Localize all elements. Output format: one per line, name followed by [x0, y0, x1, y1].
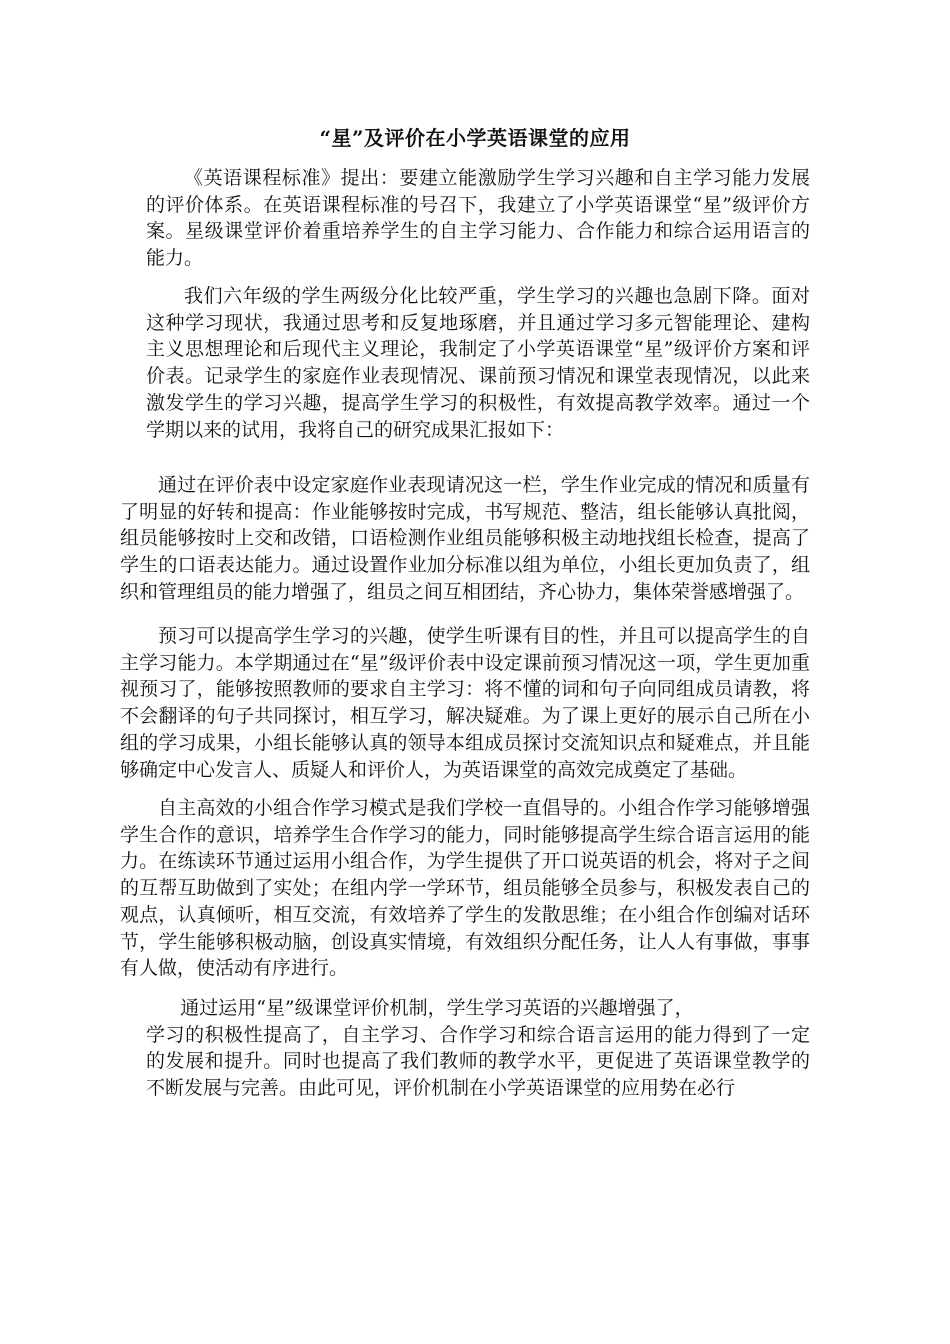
paragraph-student-situation: 我们六年级的学生两级分化比较严重，学生学习的兴趣也急剧下降。面对这种学习现状，我通过思考和反复地琢磨，并且通过学习多元智能理论、建构主义思想理论和后现代主义理论，我制定了小学英语课堂“星”级评价方案和评价表。记录学生的家庭作业表现情况、课前预习情况和课堂表现情况，以此来激发学生的学习兴趣，提高学生学习的积极性，有效提高教学效率。通过一个学期以来的试用，我将自己的研究成果汇报如下：: [146, 285, 810, 441]
conclusion-first-line: 通过运用“星”级课堂评价机制，学生学习英语的兴趣增强了，: [180, 997, 694, 1019]
document-title: “星”及评价在小学英语课堂的应用: [319, 126, 631, 150]
paragraph-conclusion: [146, 995, 810, 1102]
paragraph-group-cooperation: 自主高效的小组合作学习模式是我们学校一直倡导的。小组合作学习能够增强学生合作的意识，培养学生合作学习的能力，同时能够提高学生综合语言运用的能力。在练读环节通过运用小组合作，为学生提供了开口说英语的机会，将对子之间的互帮互助做到了实处；在组内学一学环节，组员能够全员参与，积极发表自己的观点，认真倾听，相互交流，有效培养了学生的发散思维；在小组合作创编对话环节，学生能够积极动脑，创设真实情境，有效组织分配任务，让人人有事做，事事有人做，使活动有序进行。: [120, 797, 810, 980]
paragraph-curriculum-standard: 《英语课程标准》提出：要建立能激励学生学习兴趣和自主学习能力发展的评价体系。在英语课程标准的号召下，我建立了小学英语课堂“星”级评价方案。星级课堂评价着重培养学生的自主学习能力、合作能力和综合运用语言的能力。: [146, 167, 810, 270]
paragraph-preview: 预习可以提高学生学习的兴趣，使学生听课有目的性，并且可以提高学生的自主学习能力。本学期通过在“星”级评价表中设定课前预习情况这一项，学生更加重视预习了，能够按照教师的要求自主学习：将不懂的词和句子向同组成员请教，将不会翻译的句子共同探讨，相互学习，解决疑难。为了课上更好的展示自己所在小组的学习成果，小组长能够认真的领导本组成员探讨交流知识点和疑难点，并且能够确定中心发言人、质疑人和评价人，为英语课堂的高效完成奠定了基础。: [120, 625, 810, 781]
paragraph-homework: 通过在评价表中设定家庭作业表现请况这一栏，学生作业完成的情况和质量有了明显的好转和提高：作业能够按时完成，书写规范、整洁，组长能够认真批阅，组员能够按时上交和改错，口语检测作业组员能够积极主动地找组长检查，提高了学生的口语表达能力。通过设置作业加分标准以组为单位，小组长更加负责了，组织和管理组员的能力增强了，组员之间互相团结，齐心协力，集体荣誉感增强了。: [120, 474, 810, 603]
conclusion-rest: 学习的积极性提高了，自主学习、合作学习和综合语言运用的能力得到了一定的发展和提升。同时也提高了我们教师的教学水平，更促进了英语课堂教学的不断发展与完善。由此可见，评价机制在小学英语课堂的应用势在必行: [146, 1023, 810, 1100]
